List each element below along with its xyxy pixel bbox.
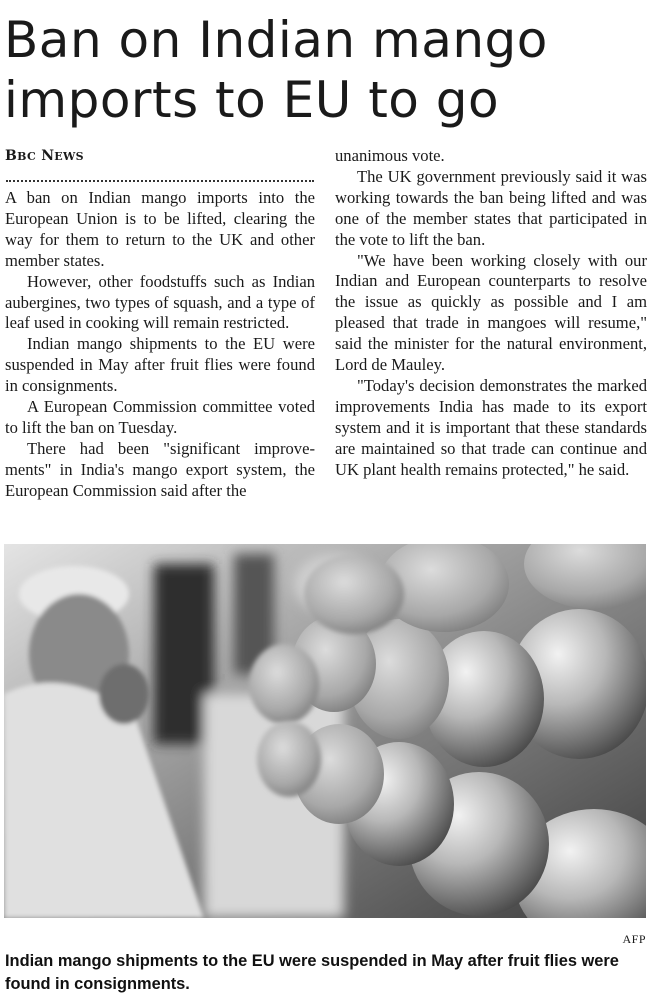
mango-photo-illustration <box>4 544 646 918</box>
headline <box>4 10 654 130</box>
photo-credit: AFP <box>622 932 646 946</box>
paragraph: "We have been working closely with our Indian and European counterparts to resolve the issue as quickly as possible and I am pleased that trade in mangoes will resume," said the minister for the natural environment, Lord de Mauley. <box>335 250 647 375</box>
article-column-1 <box>5 188 315 502</box>
paragraph: However, other foodstuffs such as Indian aubergines, two types of squash, and a type of leaf used in cooking will remain restricted. <box>5 271 315 333</box>
paragraph: There had been "significant improve-ments" in India's mango export system, the European Commission said after the <box>5 438 315 500</box>
article-column-2 <box>335 146 647 481</box>
dotted-divider <box>6 180 314 182</box>
paragraph: A European Commission committee voted to lift the ban on Tuesday. <box>5 397 315 437</box>
byline: BBC NEWS <box>5 148 84 164</box>
paragraph: The UK government previously said it was working towards the ban being lifted and was one of the member states that participated in the vote to lift the ban. <box>335 166 647 249</box>
photo-caption: Indian mango shipments to the EU were suspended in May after fruit flies were found in consignments. <box>5 952 619 993</box>
paragraph: A ban on Indian mango imports into the European Union is to be lifted, clearing the way for them to return to the UK and other member states. <box>5 188 315 270</box>
headline-line-2: imports to EU to go <box>4 71 500 129</box>
paragraph: unanimous vote. <box>335 146 445 165</box>
paragraph: "Today's decision demonstrates the marked improvements India has made to its export system and it is important that these standards are maintained so that trade can continue and UK plant health remains protected," he said. <box>335 375 647 479</box>
headline-line-1: Ban on Indian mango <box>4 11 548 69</box>
paragraph: Indian mango shipments to the EU were suspended in May after fruit flies were found in consignments. <box>5 334 315 396</box>
mango-stall-photo <box>4 544 646 918</box>
